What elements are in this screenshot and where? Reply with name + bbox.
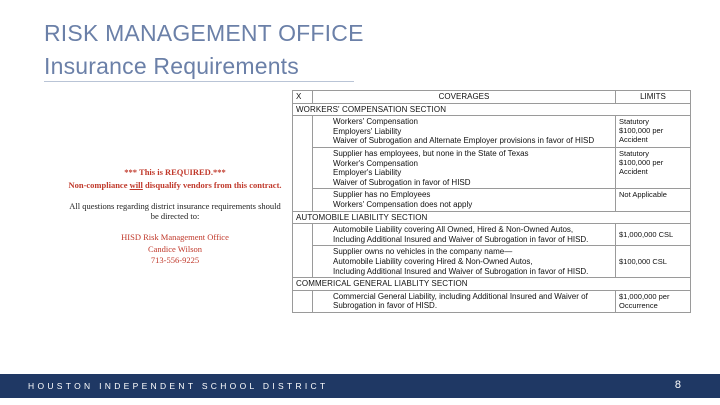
limit-line: Statutory [619, 148, 650, 158]
footer-bar [0, 374, 720, 398]
header-x: X [293, 91, 313, 104]
limit-line: $100,000 per [619, 157, 664, 167]
coverage-cell [313, 147, 616, 188]
limit-line: Accident [619, 135, 648, 145]
limit-cell [616, 290, 691, 312]
limit-cell [616, 224, 691, 246]
section-auto-liability: AUTOMOBILE LIABILITY SECTION [293, 211, 691, 224]
limit-cell [616, 189, 691, 211]
section-workers-comp: WORKERS' COMPENSATION SECTION [293, 103, 691, 116]
noncompliance-emphasis: will [129, 180, 143, 190]
coverage-cell [313, 246, 616, 278]
section-row-auto [293, 211, 691, 224]
noncompliance-notice [40, 180, 310, 190]
contact-name: Candice Wilson [147, 243, 203, 254]
coverage-line: Employers' Liability [333, 126, 402, 136]
coverage-cell [313, 290, 616, 312]
coverage-line: Employer's Liability [333, 168, 402, 178]
slide-title: RISK MANAGEMENT OFFICE [44, 20, 364, 46]
table-row [293, 116, 691, 148]
limit-line: $1,000,000 CSL [619, 230, 674, 240]
limit-line: $1,000,000 per [619, 291, 670, 301]
coverage-line: Including Additional Insured and Waiver of Subrogation in favor of HISD. [333, 234, 589, 244]
section-general-liability: COMMERICAL GENERAL LIABLITY SECTION [293, 278, 691, 291]
limit-line: Statutory [619, 117, 650, 127]
table-row [293, 224, 691, 246]
limit-cell [616, 147, 691, 188]
table-header-row [293, 91, 691, 104]
coverage-cell [313, 116, 616, 148]
limit-line: $100,000 CSL [619, 257, 667, 267]
questions-note [50, 201, 300, 221]
coverage-line: Workers' Compensation does not apply [333, 199, 473, 209]
limit-line: $100,000 per [619, 126, 664, 136]
slide-subtitle: Insurance Requirements [44, 53, 299, 79]
coverage-line: Including Additional Insured and Waiver of Subrogation in favor of HISD. [333, 266, 589, 276]
page-number: 8 [674, 379, 681, 391]
coverage-line: Subrogation in favor of HISD. [333, 301, 438, 311]
required-notice: *** This is REQUIRED.*** [124, 167, 226, 177]
limit-line: Occurrence [619, 300, 658, 310]
coverage-line: Supplier owns no vehicles in the company name— [333, 247, 513, 257]
limit-line: Not Applicable [619, 190, 667, 200]
header-coverages: COVERAGES [313, 91, 616, 104]
checkbox-cell-general[interactable] [293, 290, 313, 312]
table-row [293, 246, 691, 278]
section-row-workers [293, 103, 691, 116]
section-row-general [293, 278, 691, 291]
noncompliance-text-start: Non-compliance [68, 180, 130, 190]
coverage-cell [313, 189, 616, 211]
coverage-line: Workers' Compensation [333, 117, 418, 127]
limit-cell [616, 246, 691, 278]
checkbox-cell-auto[interactable] [293, 224, 313, 278]
coverage-line: Supplier has employees, but none in the State of Texas [333, 148, 529, 158]
coverage-line: Automobile Liability covering Hired & Non-Owned Autos, [333, 256, 533, 266]
coverage-line: Waiver of Subrogation and Alternate Employer provisions in favor of HISD [333, 136, 595, 146]
coverage-line: Worker's Compensation [333, 158, 418, 168]
questions-line: All questions regarding district insurance requirements should [69, 201, 281, 211]
coverage-table [292, 90, 691, 313]
coverage-line: Waiver of Subrogation in favor of HISD [333, 177, 471, 187]
header-limits: LIMITS [616, 91, 691, 104]
coverage-cell [313, 224, 616, 246]
coverage-line: Automobile Liability covering All Owned, Hired & Non-Owned Autos, [333, 225, 574, 235]
coverage-line: Commercial General Liability, including Additional Insured and Waiver of [333, 291, 588, 301]
contact-info [50, 232, 300, 267]
limit-line: Accident [619, 166, 648, 176]
contact-phone: 713-556-9225 [150, 255, 200, 265]
limit-cell [616, 116, 691, 148]
coverage-line: Supplier has no Employees [333, 190, 431, 200]
table-row [293, 290, 691, 312]
table-row [293, 147, 691, 188]
contact-office: HISD Risk Management Office [121, 232, 229, 242]
table-row [293, 189, 691, 211]
title-divider [44, 81, 354, 82]
footer-organization: HOUSTON INDEPENDENT SCHOOL DISTRICT [28, 381, 329, 391]
noncompliance-text-end: disqualify vendors from this contract. [142, 180, 282, 190]
questions-line: be directed to: [150, 211, 200, 221]
checkbox-cell-workers[interactable] [293, 116, 313, 211]
